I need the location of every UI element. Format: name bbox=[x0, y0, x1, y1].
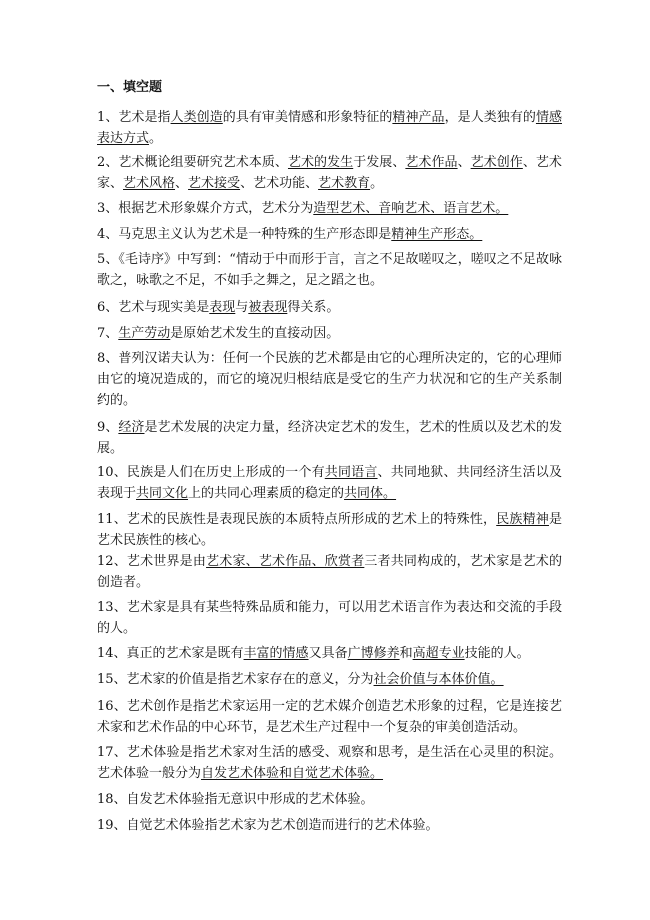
question-text: 是艺术民族性的核心。 bbox=[97, 512, 562, 548]
answer-text: 艺术教育 bbox=[318, 176, 371, 191]
question-text: 3、根据艺术形象媒介方式，艺术分为 bbox=[97, 201, 314, 216]
question-text: 18、自发艺术体验指无意识中形成的艺术体验。 bbox=[97, 792, 374, 807]
question-text: 。 bbox=[149, 131, 163, 146]
section-heading: 一、填空题 bbox=[97, 80, 163, 95]
answer-text: 艺术风格 bbox=[123, 176, 176, 191]
question-item-8 bbox=[97, 348, 562, 411]
question-text: 4、马克思主义认为艺术是一种特殊的生产形态即是 bbox=[97, 227, 392, 242]
question-item-9 bbox=[97, 417, 562, 459]
question-item-12 bbox=[97, 551, 562, 593]
question-item-7 bbox=[97, 323, 562, 344]
answer-text: 广博修养 bbox=[347, 646, 400, 661]
question-item-11 bbox=[97, 509, 562, 551]
answer-text: 情感表达方式 bbox=[97, 110, 562, 146]
question-text: 19、自觉艺术体验指艺术家为艺术创造而进行的艺术体验。 bbox=[97, 818, 439, 833]
question-text: 9、 bbox=[97, 420, 119, 435]
question-item-15 bbox=[97, 669, 562, 690]
question-item-4 bbox=[97, 224, 562, 245]
question-text: 5、《毛诗序》中写到：“情动于中而形于言，言之不足故嗟叹之，嗟叹之不足故咏歌之，咏歌之不足，不如手之舞之，足之蹈之也。 bbox=[97, 252, 562, 288]
question-item-18 bbox=[97, 789, 562, 810]
question-item-2 bbox=[97, 152, 562, 194]
answer-text: 民族精神 bbox=[496, 512, 549, 527]
answer-text: 生产劳动 bbox=[118, 326, 171, 341]
question-text: 又具备 bbox=[308, 646, 348, 661]
question-item-10 bbox=[97, 462, 562, 504]
answer-text: 艺术作品 bbox=[405, 155, 458, 170]
answer-text: 造型艺术、音响艺术、语言艺术。 bbox=[313, 201, 509, 216]
question-text: 于发展、 bbox=[353, 155, 406, 170]
question-text: 、艺术功能、 bbox=[240, 176, 319, 191]
answer-text: 精神产品 bbox=[392, 110, 445, 125]
question-text: 15、艺术家的价值是指艺术家存在的意义，分为 bbox=[97, 672, 374, 687]
answer-text: 共同语言 bbox=[324, 465, 378, 480]
answer-text: 共同体。 bbox=[344, 486, 397, 501]
answer-text: 被表现 bbox=[248, 300, 288, 315]
question-text: 与 bbox=[235, 300, 249, 315]
question-text: 上的共同心理素质的稳定的 bbox=[188, 486, 345, 501]
answer-text: 艺术创作 bbox=[470, 155, 523, 170]
answer-text: 丰富的情感 bbox=[243, 646, 309, 661]
question-text: 14、真正的艺术家是既有 bbox=[97, 646, 244, 661]
answer-text: 艺术接受 bbox=[188, 176, 241, 191]
question-text: 17、艺术体验是指艺术家对生活的感受、观察和思考，是生活在心灵里的积淀。艺术体验一般分为 bbox=[97, 745, 562, 781]
answer-text: 自发艺术体验和自觉艺术体验。 bbox=[201, 766, 384, 781]
question-text: 、 bbox=[175, 176, 189, 191]
answer-text: 艺术的发生 bbox=[287, 155, 354, 170]
question-item-5 bbox=[97, 249, 562, 291]
question-text: 。 bbox=[370, 176, 384, 191]
answer-text: 经济 bbox=[118, 420, 145, 435]
question-text: 是艺术发展的决定力量，经济决定艺术的发生，艺术的性质以及艺术的发展。 bbox=[97, 420, 562, 456]
answer-text: 高超专业 bbox=[412, 646, 465, 661]
question-text: 6、艺术与现实美是 bbox=[97, 300, 210, 315]
question-text: 的具有审美情感和形象特征的 bbox=[222, 110, 393, 125]
answer-text: 社会价值与本体价值。 bbox=[373, 672, 504, 687]
question-text: 13、艺术家是具有某些特殊品质和能力，可以用艺术语言作为表达和交流的手段的人。 bbox=[97, 600, 562, 636]
question-text: 、共同地狱、共同经济生活以及表现于 bbox=[97, 465, 562, 501]
answer-text: 精神生产形态。 bbox=[391, 227, 483, 242]
question-item-19 bbox=[97, 815, 562, 836]
question-item-1 bbox=[97, 107, 562, 149]
question-text: 和 bbox=[399, 646, 413, 661]
question-text: 得关系。 bbox=[287, 300, 340, 315]
question-text: 是原始艺术发生的直接动因。 bbox=[170, 326, 340, 341]
question-text: 7、 bbox=[97, 326, 119, 341]
question-text: 三者共同构成的，艺术家是艺术的创造者。 bbox=[97, 554, 562, 590]
question-text: 11、艺术的民族性是表现民族的本质特点所形成的艺术上的特殊性， bbox=[97, 512, 497, 527]
question-text: 12、艺术世界是由 bbox=[97, 554, 207, 569]
question-text: 10、民族是人们在历史上形成的一个有 bbox=[97, 465, 325, 480]
question-item-16 bbox=[97, 696, 562, 738]
answer-text: 共同文化 bbox=[136, 486, 189, 501]
question-text: 16、艺术创作是指艺术家运用一定的艺术媒介创造艺术形象的过程，它是连接艺术家和艺术作品的中心环节，是艺术生产过程中一个复杂的审美创造活动。 bbox=[97, 699, 562, 735]
question-text: 、 bbox=[457, 155, 471, 170]
question-text: 、艺术家、 bbox=[97, 155, 562, 191]
question-text: 8、普列汉诺夫认为：任何一个民族的艺术都是由它的心理所决定的，它的心理师由它的境况造成的，而它的境况归根结底是受它的生产力状况和它的生产关系制约的。 bbox=[97, 351, 562, 408]
question-item-13 bbox=[97, 597, 562, 639]
answer-text: 表现 bbox=[209, 300, 236, 315]
question-text: 技能的人。 bbox=[464, 646, 530, 661]
answer-text: 人类创造 bbox=[170, 110, 223, 125]
question-item-3 bbox=[97, 198, 562, 219]
answer-text: 艺术家、艺术作品、欣赏者 bbox=[206, 554, 365, 569]
question-item-14 bbox=[97, 643, 562, 664]
question-text: ，是人类独有的 bbox=[444, 110, 536, 125]
question-text: 1、艺术是指 bbox=[97, 110, 171, 125]
question-item-17 bbox=[97, 742, 562, 784]
question-text: 2、艺术概论组要研究艺术本质、 bbox=[97, 155, 288, 170]
question-item-6 bbox=[97, 297, 562, 318]
